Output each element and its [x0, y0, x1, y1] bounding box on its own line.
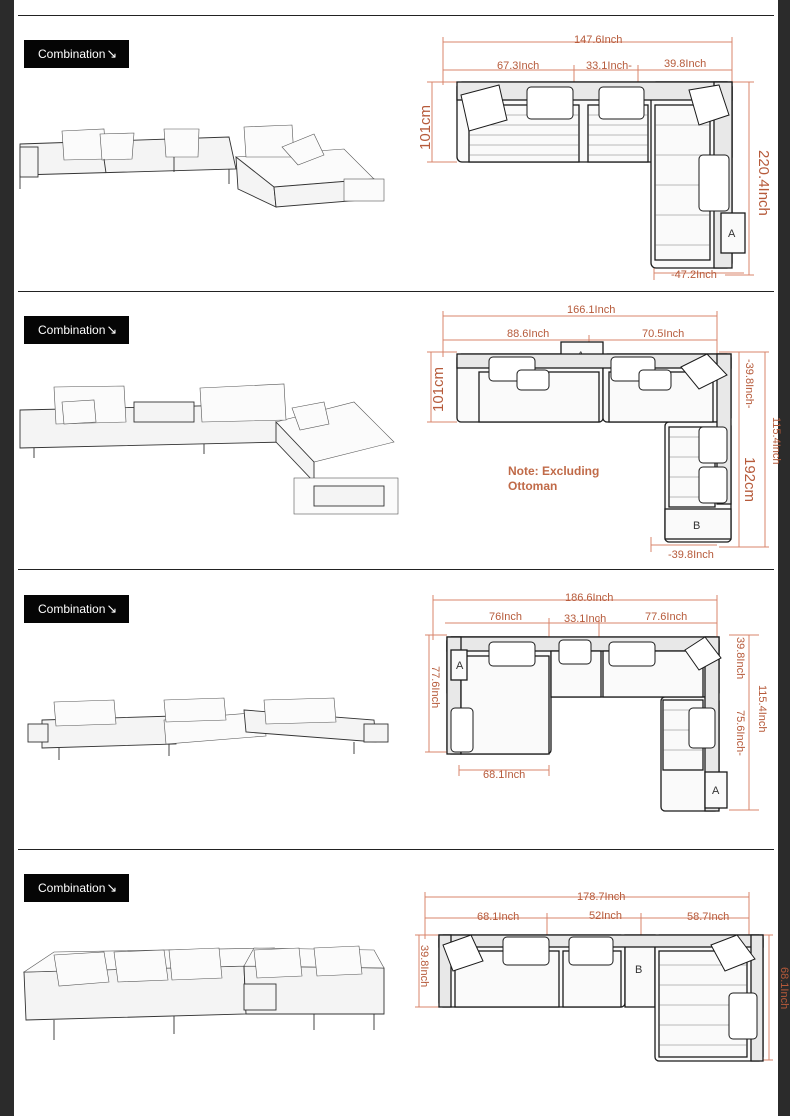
- dim-right-top: -39.8Inch-: [743, 359, 755, 409]
- module-label-b: B: [693, 520, 701, 532]
- badge-label: Combination: [38, 47, 106, 61]
- dim-total-width: 178.7Inch: [577, 891, 626, 903]
- combination-badge: [24, 874, 129, 902]
- dim-right-total: 115.4Inch: [756, 685, 768, 733]
- module-label-a-left: A: [456, 660, 464, 672]
- module-label-a-right: A: [712, 785, 720, 797]
- floor-plan-1: [399, 25, 779, 290]
- sofa-sketch-image: [14, 362, 404, 522]
- arrow-icon: ↘: [106, 880, 118, 895]
- combination-section-4: [14, 850, 790, 1116]
- dim-bottom-width: 68.1Inch: [483, 769, 526, 781]
- dim-left-depth: 101cm: [417, 104, 434, 150]
- dim-left-depth: 101cm: [430, 366, 447, 412]
- combination-badge: [24, 595, 129, 623]
- dim-seg2: 52Inch: [589, 910, 623, 922]
- dim-seg2: 70.5Inch: [642, 328, 685, 340]
- dim-seg2: 33.1Inch: [564, 613, 607, 625]
- combination-section-1: [14, 15, 778, 292]
- sofa-sketch-image: [14, 930, 404, 1060]
- dim-seg2: 33.1Inch-: [586, 60, 632, 72]
- dim-right-top: 39.8Inch: [734, 637, 746, 680]
- arrow-icon: ↘: [106, 322, 118, 337]
- sofa-sketch-image: [14, 680, 404, 780]
- dim-seg1: 76Inch: [489, 611, 523, 623]
- combination-section-3: [14, 570, 778, 849]
- floor-plan-3: [399, 580, 779, 845]
- note-line-1: Note: Excluding: [508, 464, 600, 478]
- combination-badge: [24, 316, 129, 344]
- dim-right-mid: 192cm: [741, 457, 758, 503]
- dim-seg1: 68.1Inch: [477, 911, 520, 923]
- dim-bottom-width: -39.8Inch: [668, 549, 714, 561]
- dim-right-mid: 75.6Inch-: [734, 710, 746, 756]
- combination-section-2: [14, 292, 782, 569]
- dim-seg1: 67.3Inch: [497, 60, 540, 72]
- dim-seg3: 58.7Inch: [687, 911, 730, 923]
- dim-seg3: 39.8Inch: [664, 58, 707, 70]
- product-sheet: [14, 0, 790, 1116]
- floor-plan-2: [399, 297, 782, 567]
- arrow-icon: ↘: [106, 601, 118, 616]
- dim-left-depth: 39.8Inch: [418, 945, 430, 988]
- dim-bottom-width: -47.2Inch: [671, 269, 717, 281]
- dim-right-depth: 220.4Inch: [755, 150, 772, 216]
- module-label: A: [728, 228, 736, 240]
- badge-label: Combination: [38, 881, 106, 895]
- dim-total-width: 186.6Inch: [565, 592, 614, 604]
- dim-right-total: 115.4Inch: [770, 417, 782, 465]
- dim-total-width: 147.6Inch: [574, 34, 623, 46]
- arrow-icon: ↘: [106, 46, 118, 61]
- dim-left-depth: 77.6Inch: [429, 666, 441, 709]
- module-label-b: B: [635, 964, 643, 976]
- dim-seg3: 77.6Inch: [645, 611, 688, 623]
- badge-label: Combination: [38, 323, 106, 337]
- dim-total-width: 166.1Inch: [567, 304, 616, 316]
- dim-seg1: 88.6Inch: [507, 328, 550, 340]
- note-line-2: Ottoman: [508, 479, 558, 493]
- badge-label: Combination: [38, 602, 106, 616]
- sofa-sketch-image: [14, 39, 394, 269]
- dim-right-depth: 68.1Inch: [778, 967, 790, 1010]
- floor-plan-4: [399, 875, 790, 1105]
